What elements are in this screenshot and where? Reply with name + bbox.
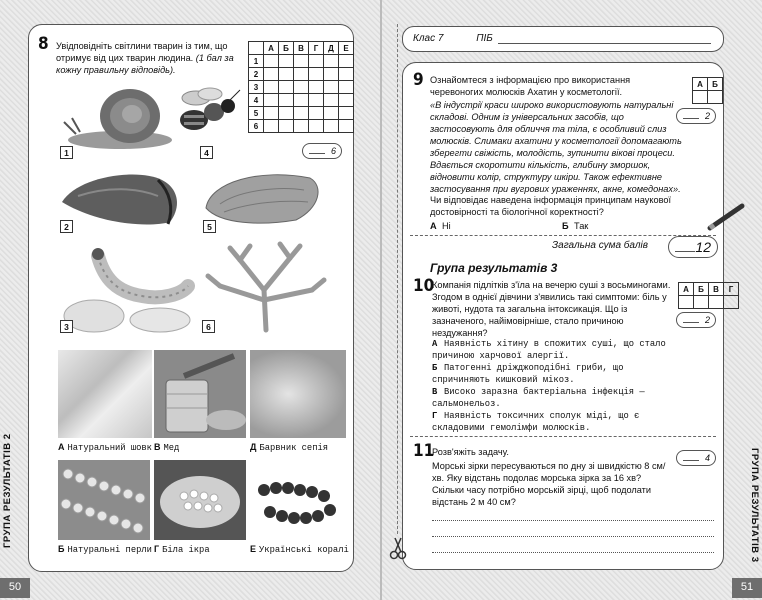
grid-cell[interactable] bbox=[324, 81, 339, 94]
product-caption-d bbox=[250, 442, 328, 453]
grid-col-header: В bbox=[709, 283, 724, 296]
grid-cell[interactable] bbox=[324, 120, 339, 133]
grid-cell[interactable] bbox=[324, 94, 339, 107]
snail-image bbox=[58, 82, 178, 154]
grid-col-header: Б bbox=[694, 283, 709, 296]
q11-number: 11 bbox=[413, 441, 435, 461]
grid-col-header: Б bbox=[708, 78, 723, 91]
pencil-icon bbox=[706, 202, 746, 232]
grid-cell[interactable] bbox=[264, 81, 279, 94]
student-header bbox=[402, 26, 724, 52]
product-caption-g bbox=[154, 544, 210, 555]
product-caption-a bbox=[58, 442, 152, 453]
grid-row-header: 6 bbox=[249, 120, 264, 133]
grid-row-header: 3 bbox=[249, 81, 264, 94]
book-spine bbox=[380, 0, 382, 600]
total-label: Загальна сума балів bbox=[552, 240, 648, 251]
grid-cell[interactable] bbox=[279, 94, 294, 107]
q9-answer-a[interactable] bbox=[430, 220, 451, 232]
grid-cell[interactable] bbox=[339, 68, 354, 81]
grid-row-header: 5 bbox=[249, 107, 264, 120]
grid-cell[interactable] bbox=[724, 296, 739, 309]
grid-cell[interactable] bbox=[708, 91, 723, 104]
fio-label: ПІБ bbox=[476, 33, 493, 44]
grid-cell[interactable] bbox=[264, 107, 279, 120]
animal-number-4: 4 bbox=[200, 146, 213, 159]
grid-row-header: 2 bbox=[249, 68, 264, 81]
grid-cell[interactable] bbox=[279, 68, 294, 81]
grid-cell[interactable] bbox=[339, 81, 354, 94]
grid-cell[interactable] bbox=[324, 107, 339, 120]
answer-text: Ні bbox=[442, 221, 451, 231]
product-label: Натуральні перли bbox=[67, 545, 152, 555]
white-caviar-image bbox=[154, 460, 246, 540]
grid-col-header: Б bbox=[279, 42, 294, 55]
product-letter: Г bbox=[154, 544, 160, 554]
q10-answer-g[interactable] bbox=[432, 410, 666, 434]
q10-answer-v[interactable] bbox=[432, 386, 666, 410]
grid-cell[interactable] bbox=[693, 91, 708, 104]
answer-line[interactable] bbox=[432, 536, 714, 537]
coral-beads-image bbox=[250, 460, 346, 540]
grid-col-header: А bbox=[693, 78, 708, 91]
grid-cell[interactable] bbox=[264, 68, 279, 81]
grid-cell[interactable] bbox=[309, 68, 324, 81]
animal-number-5: 5 bbox=[203, 220, 216, 233]
answer-text: Наявність токсичних сполук міді, що є складовими гемолімфи молюсків. bbox=[432, 411, 640, 433]
cut-line bbox=[397, 24, 398, 534]
product-letter: Б bbox=[58, 544, 65, 554]
q9-question: Чи відповідає наведена інформація принципам наукової достовірності та біологічної коректності? bbox=[430, 195, 672, 217]
grid-corner bbox=[249, 42, 264, 55]
silkworm-image bbox=[58, 242, 196, 334]
q8-max-score: 6 bbox=[330, 146, 336, 156]
product-label: Мед bbox=[163, 443, 180, 453]
grid-cell[interactable] bbox=[339, 107, 354, 120]
grid-cell[interactable] bbox=[324, 55, 339, 68]
left-side-label: ГРУПА РЕЗУЛЬТАТІВ 2 bbox=[2, 433, 13, 548]
q11-title: Розв'яжіть задачу. bbox=[432, 447, 509, 457]
oyster-image bbox=[200, 168, 326, 226]
cuttlefish-image bbox=[58, 166, 186, 230]
class-label: Клас 7 bbox=[413, 33, 444, 44]
grid-col-header: Г bbox=[309, 42, 324, 55]
product-caption-v bbox=[154, 442, 179, 453]
answer-letter: Б bbox=[562, 221, 569, 231]
grid-col-header: А bbox=[679, 283, 694, 296]
answer-line[interactable] bbox=[432, 552, 714, 553]
grid-cell[interactable] bbox=[709, 296, 724, 309]
grid-col-header: Е bbox=[339, 42, 354, 55]
grid-cell[interactable] bbox=[294, 107, 309, 120]
grid-cell[interactable] bbox=[264, 94, 279, 107]
product-label: Біла ікра bbox=[162, 545, 210, 555]
grid-cell[interactable] bbox=[309, 55, 324, 68]
grid-col-header: Д bbox=[324, 42, 339, 55]
q10-number: 10 bbox=[413, 276, 435, 296]
grid-cell[interactable] bbox=[279, 107, 294, 120]
grid-cell[interactable] bbox=[294, 81, 309, 94]
q9-number: 9 bbox=[413, 70, 424, 90]
product-letter: Д bbox=[250, 442, 257, 452]
q9-max-score: 2 bbox=[704, 111, 710, 121]
product-label: Натуральний шовк bbox=[67, 443, 152, 453]
grid-cell[interactable] bbox=[294, 94, 309, 107]
product-caption-e bbox=[250, 544, 349, 555]
grid-cell[interactable] bbox=[339, 55, 354, 68]
q9-answer-grid bbox=[692, 77, 723, 104]
grid-row-header: 4 bbox=[249, 94, 264, 107]
answer-letter: А bbox=[430, 221, 437, 231]
q8-text bbox=[56, 40, 242, 76]
total-score-field[interactable] bbox=[668, 236, 718, 258]
product-caption-b bbox=[58, 544, 152, 555]
q8-instruction: Увідповідніть світлини тварин із тим, що отримує від цих тварин людина. bbox=[56, 41, 228, 63]
grid-row-header: 1 bbox=[249, 55, 264, 68]
q10-score-field[interactable] bbox=[676, 312, 716, 328]
answer-text: Наявність хітину в спожитих суші, що стало причиною харчової алергії. bbox=[432, 339, 666, 361]
animal-number-1: 1 bbox=[60, 146, 73, 159]
grid-cell[interactable] bbox=[309, 81, 324, 94]
grid-cell[interactable] bbox=[309, 107, 324, 120]
grid-cell[interactable] bbox=[324, 68, 339, 81]
honey-image bbox=[154, 350, 246, 438]
grid-col-header: Г bbox=[724, 283, 739, 296]
product-letter: А bbox=[58, 442, 65, 452]
answer-letter: А bbox=[432, 339, 438, 349]
grid-cell[interactable] bbox=[339, 94, 354, 107]
q8-note: (1 бал за кожну правильну відповідь). bbox=[56, 53, 234, 75]
pearls-image bbox=[58, 460, 150, 540]
answer-letter: Г bbox=[432, 411, 438, 421]
q11-text: Морські зірки пересуваються по дну зі швидкістю 8 см/хв. Яку відстань подолає морська зірка за 16 хв? Скільки часу потрібно морській зірці, щоб подолати відстань 2 м 40 см? bbox=[432, 461, 666, 507]
coral-image bbox=[200, 240, 330, 334]
grid-col-header: А bbox=[264, 42, 279, 55]
grid-cell[interactable] bbox=[679, 296, 694, 309]
animal-number-6: 6 bbox=[202, 320, 215, 333]
q10-max-score: 2 bbox=[704, 315, 710, 325]
scissors-icon bbox=[389, 536, 407, 560]
q10-answer-b[interactable] bbox=[432, 362, 666, 386]
grid-cell[interactable] bbox=[279, 81, 294, 94]
sepia-image bbox=[250, 350, 346, 438]
grid-cell[interactable] bbox=[309, 120, 324, 133]
grid-cell[interactable] bbox=[294, 120, 309, 133]
q9-answer-b[interactable] bbox=[562, 220, 588, 232]
answer-letter: В bbox=[432, 387, 438, 397]
product-letter: В bbox=[154, 442, 161, 452]
animal-number-3: 3 bbox=[60, 320, 73, 333]
grid-cell[interactable] bbox=[264, 120, 279, 133]
product-label: Барвник сепія bbox=[259, 443, 329, 453]
answer-letter: Б bbox=[432, 363, 438, 373]
fio-line[interactable] bbox=[498, 43, 711, 44]
grid-cell[interactable] bbox=[294, 55, 309, 68]
right-page-number: 51 bbox=[732, 578, 762, 598]
q10-text: Компанія підлітків з'їла на вечерю суші з восьминогами. Згодом в однієї дівчини з'явились такі симптоми: біль у животі, нудота та загальна інтоксикація. Що із зазначеного, найімовірніше, стало причиною нездужання? bbox=[432, 280, 671, 338]
q9-quote: «В індустрії краси широко використовують натуральні складові. Одним із універсальних засобів, що застосовують для обличчя та тіла, є особливий слиз молюсків. Слимаки ахатини у косметології допомагають зберегти свіжість, молодість, зупинити вікові процеси. Вдається скоротити кількість, глибину зморшок, відновити колір, структуру шкіри. Також ефективне застосування при вугрових ураженнях, акне, комедонах». bbox=[430, 100, 682, 194]
answer-text: Високо заразна бактеріальна інфекція — сальмонельоз. bbox=[432, 387, 645, 409]
q11-max-score: 4 bbox=[704, 453, 710, 463]
grid-cell[interactable] bbox=[279, 120, 294, 133]
q10-answer-a[interactable] bbox=[432, 338, 666, 362]
silk-image bbox=[58, 350, 152, 438]
divider-2 bbox=[410, 436, 716, 437]
grid-cell[interactable] bbox=[294, 68, 309, 81]
product-label: Українські коралі bbox=[259, 545, 349, 555]
grid-cell[interactable] bbox=[339, 120, 354, 133]
bee-image bbox=[174, 80, 246, 142]
q11-score-field[interactable] bbox=[676, 450, 716, 466]
product-letter: Е bbox=[250, 544, 257, 554]
grid-cell[interactable] bbox=[309, 94, 324, 107]
divider-1 bbox=[410, 235, 716, 236]
left-page-number: 50 bbox=[0, 578, 30, 598]
animal-number-2: 2 bbox=[60, 220, 73, 233]
q8-answer-grid bbox=[248, 41, 354, 133]
group-3-title: Група результатів 3 bbox=[430, 261, 558, 275]
q8-score-field[interactable] bbox=[302, 143, 342, 159]
grid-col-header: В bbox=[294, 42, 309, 55]
answer-text: Патогенні дріжджоподібні гриби, що спричиняють кишковий мікоз. bbox=[432, 363, 624, 385]
q10-answer-grid bbox=[678, 282, 739, 309]
grid-cell[interactable] bbox=[694, 296, 709, 309]
answer-text: Так bbox=[574, 221, 589, 231]
right-side-label: ГРУПА РЕЗУЛЬТАТІВ 3 bbox=[749, 448, 760, 563]
q9-text: Ознайомтеся з інформацією про використання черевоногих молюсків Ахатин у косметології. bbox=[430, 75, 631, 97]
grid-cell[interactable] bbox=[264, 55, 279, 68]
grid-cell[interactable] bbox=[279, 55, 294, 68]
answer-line[interactable] bbox=[432, 520, 714, 521]
total-max-score: 12 bbox=[695, 239, 711, 255]
q8-number: 8 bbox=[38, 34, 49, 54]
q9-score-field[interactable] bbox=[676, 108, 716, 124]
